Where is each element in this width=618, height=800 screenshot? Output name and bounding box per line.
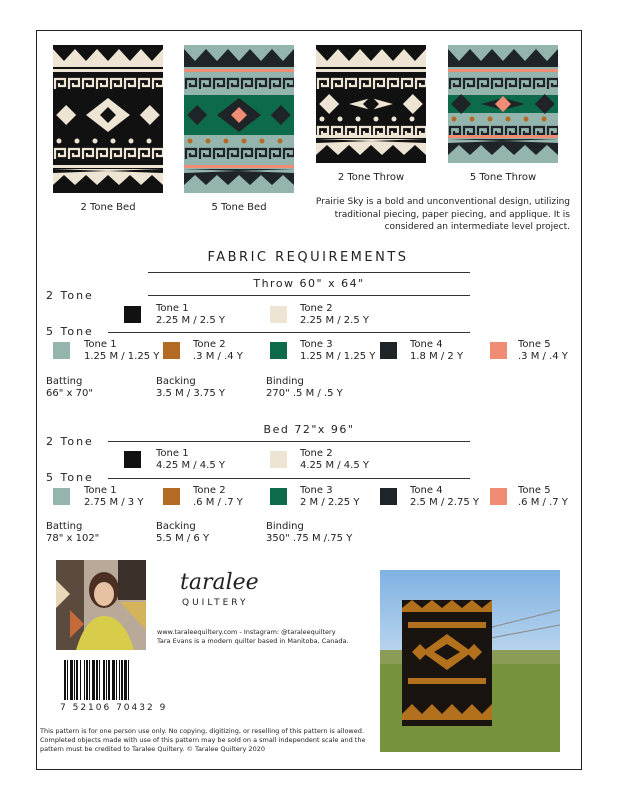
backing-label: Backing	[156, 376, 196, 387]
tone-name: Tone 3	[300, 339, 333, 350]
batting-label: Batting	[46, 376, 83, 387]
throw-5-tone-rule	[108, 332, 470, 333]
tone-name: Tone 4	[410, 339, 443, 350]
bed-rule	[108, 441, 470, 442]
swatch	[270, 306, 287, 323]
tone-amount: 4.25 M / 4.5 Y	[156, 460, 225, 471]
swatch	[380, 488, 397, 505]
swatch	[163, 342, 180, 359]
swatch	[53, 342, 70, 359]
swatch	[163, 488, 180, 505]
bed-5-tone-rule	[108, 478, 470, 479]
tone-amount: 2.25 M / 2.5 Y	[156, 315, 225, 326]
binding-label: Binding	[266, 376, 304, 387]
tone-name: Tone 5	[518, 485, 551, 496]
tone-amount: .6 M / .7 Y	[193, 497, 243, 508]
contact-line: www.taraleequiltery.com - Instagram: @taraleequiltery	[157, 628, 336, 636]
fabric-requirements-title: FABRIC REQUIREMENTS	[207, 250, 409, 265]
batting-value: 66" x 70"	[46, 388, 93, 399]
quilt-image-2-tone-throw	[316, 45, 426, 163]
caption-2-tone-throw: 2 Tone Throw	[337, 172, 405, 183]
author-photo	[56, 560, 146, 650]
quilt-image-5-tone-throw	[448, 45, 558, 163]
binding-label: Binding	[266, 521, 304, 532]
tone-amount: 2.5 M / 2.75 Y	[410, 497, 479, 508]
bed-heading: Bed 72"x 96"	[263, 423, 355, 436]
backing-value: 3.5 M / 3.75 Y	[156, 388, 225, 399]
tone-name: Tone 1	[84, 485, 117, 496]
bio-line: Tara Evans is a modern quilter based in Manitoba, Canada.	[157, 637, 349, 645]
brand-logo-script: taralee	[180, 570, 259, 595]
tone-amount: 2.75 M / 3 Y	[84, 497, 144, 508]
tone-name: Tone 1	[156, 448, 189, 459]
tone-name: Tone 1	[84, 339, 117, 350]
tone-amount: .3 M / .4 Y	[193, 351, 243, 362]
swatch	[490, 488, 507, 505]
throw-rule	[148, 295, 470, 296]
brand-logo-word: QUILTERY	[182, 598, 249, 608]
bed-2-tone-label: 2 Tone	[46, 435, 94, 448]
bed-5-tone-label: 5 Tone	[46, 471, 94, 484]
barcode-number: 7 52106 70432 9	[60, 703, 168, 713]
tone-amount: 1.25 M / 1.25 Y	[300, 351, 376, 362]
tone-name: Tone 4	[410, 485, 443, 496]
tone-name: Tone 5	[518, 339, 551, 350]
barcode	[62, 660, 150, 704]
tone-amount: .3 M / .4 Y	[518, 351, 568, 362]
tone-name: Tone 1	[156, 303, 189, 314]
throw-heading: Throw 60" x 64"	[253, 277, 365, 290]
tone-amount: 4.25 M / 4.5 Y	[300, 460, 369, 471]
batting-value: 78" x 102"	[46, 533, 100, 544]
swatch	[270, 451, 287, 468]
pattern-description: Prairie Sky is a bold and unconventional design, utilizing traditional piecing, paper piecing, and applique. It is considered an intermediate level project.	[315, 197, 570, 232]
tone-amount: 1.8 M / 2 Y	[410, 351, 464, 362]
swatch	[124, 451, 141, 468]
tone-name: Tone 2	[300, 303, 333, 314]
quilt-outdoor-photo	[380, 570, 560, 752]
quilt-image-5-tone-bed	[184, 45, 294, 193]
quilt-image-2-tone-bed	[53, 45, 163, 193]
backing-value: 5.5 M / 6 Y	[156, 533, 210, 544]
throw-5-tone-label: 5 Tone	[46, 325, 94, 338]
caption-5-tone-throw: 5 Tone Throw	[469, 172, 537, 183]
tone-amount: 1.25 M / 1.25 Y	[84, 351, 160, 362]
swatch	[380, 342, 397, 359]
batting-label: Batting	[46, 521, 83, 532]
swatch	[270, 488, 287, 505]
swatch	[124, 306, 141, 323]
tone-name: Tone 2	[193, 339, 226, 350]
tone-amount: 2 M / 2.25 Y	[300, 497, 360, 508]
binding-value: 350" .75 M /.75 Y	[266, 533, 353, 544]
tone-name: Tone 3	[300, 485, 333, 496]
binding-value: 270" .5 M / .5 Y	[266, 388, 343, 399]
tone-name: Tone 2	[300, 448, 333, 459]
title-rule	[148, 272, 470, 273]
caption-2-tone-bed: 2 Tone Bed	[80, 202, 136, 213]
tone-amount: 2.25 M / 2.5 Y	[300, 315, 369, 326]
swatch	[490, 342, 507, 359]
backing-label: Backing	[156, 521, 196, 532]
swatch	[270, 342, 287, 359]
contact-info	[157, 628, 349, 646]
tone-amount: .6 M / .7 Y	[518, 497, 568, 508]
copyright-disclaimer: This pattern is for one person use only. No copying, digitizing, or reselling of this pattern is allowed. Completed objects made with use of this pattern may be sold on a small independent scale and the pattern must be credited to Taralee Quiltery. © Taralee Quiltery 2020	[40, 727, 366, 753]
tone-name: Tone 2	[193, 485, 226, 496]
throw-2-tone-label: 2 Tone	[46, 289, 94, 302]
swatch	[53, 488, 70, 505]
caption-5-tone-bed: 5 Tone Bed	[211, 202, 267, 213]
